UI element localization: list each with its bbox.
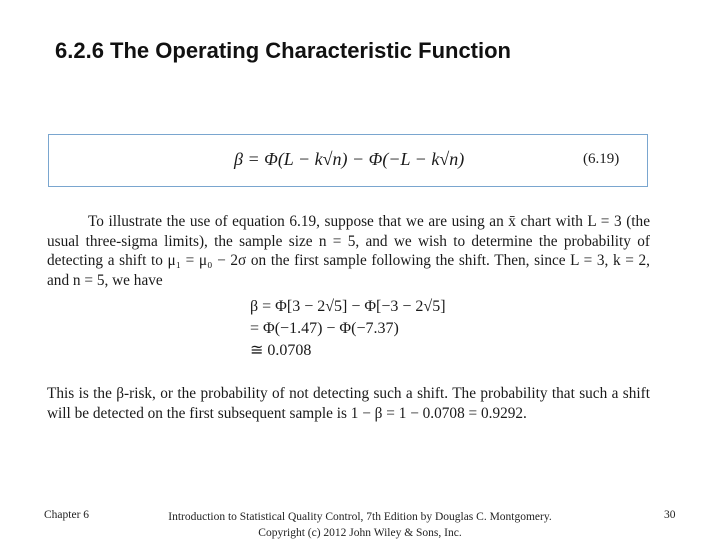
derivation-block (250, 296, 446, 362)
paragraph-intro: To illustrate the use of equation 6.19, suppose that we are using an x̄ chart with L = 3 (the usual three-sigma limits), the sample size n = 5, and we wish to determine the probability of detecting a shift to μ₁ = μ₀ − 2σ on the first sample following the shift. Then, since L = 3, k = 2, and n = 5, we have (47, 213, 650, 289)
slide-title: 6.2.6 The Operating Characteristic Function (55, 38, 511, 63)
equation-formula: β = Φ(L − k√n) − Φ(−L − k√n) (234, 149, 465, 169)
equation-box (48, 134, 648, 187)
paragraph-conclusion: This is the β-risk, or the probability of not detecting such a shift. The probability that such a shift will be detected on the first subsequent sample is 1 − β = 1 − 0.0708 = 0.9292. (47, 385, 650, 422)
derivation-line-2: = Φ(−1.47) − Φ(−7.37) (250, 320, 399, 337)
footer-citation-line-1: Introduction to Statistical Quality Control, 7th Edition by Douglas C. Montgomery. (168, 511, 552, 523)
footer-citation (140, 509, 580, 541)
footer-citation-line-2: Copyright (c) 2012 John Wiley & Sons, Inc. (258, 527, 462, 539)
footer-page-number: 30 (664, 509, 676, 521)
footer-chapter: Chapter 6 (44, 509, 90, 521)
derivation-line-1: β = Φ[3 − 2√5] − Φ[−3 − 2√5] (250, 298, 446, 315)
equation-number: (6.19) (583, 151, 620, 167)
derivation-line-3: ≅ 0.0708 (250, 342, 312, 359)
